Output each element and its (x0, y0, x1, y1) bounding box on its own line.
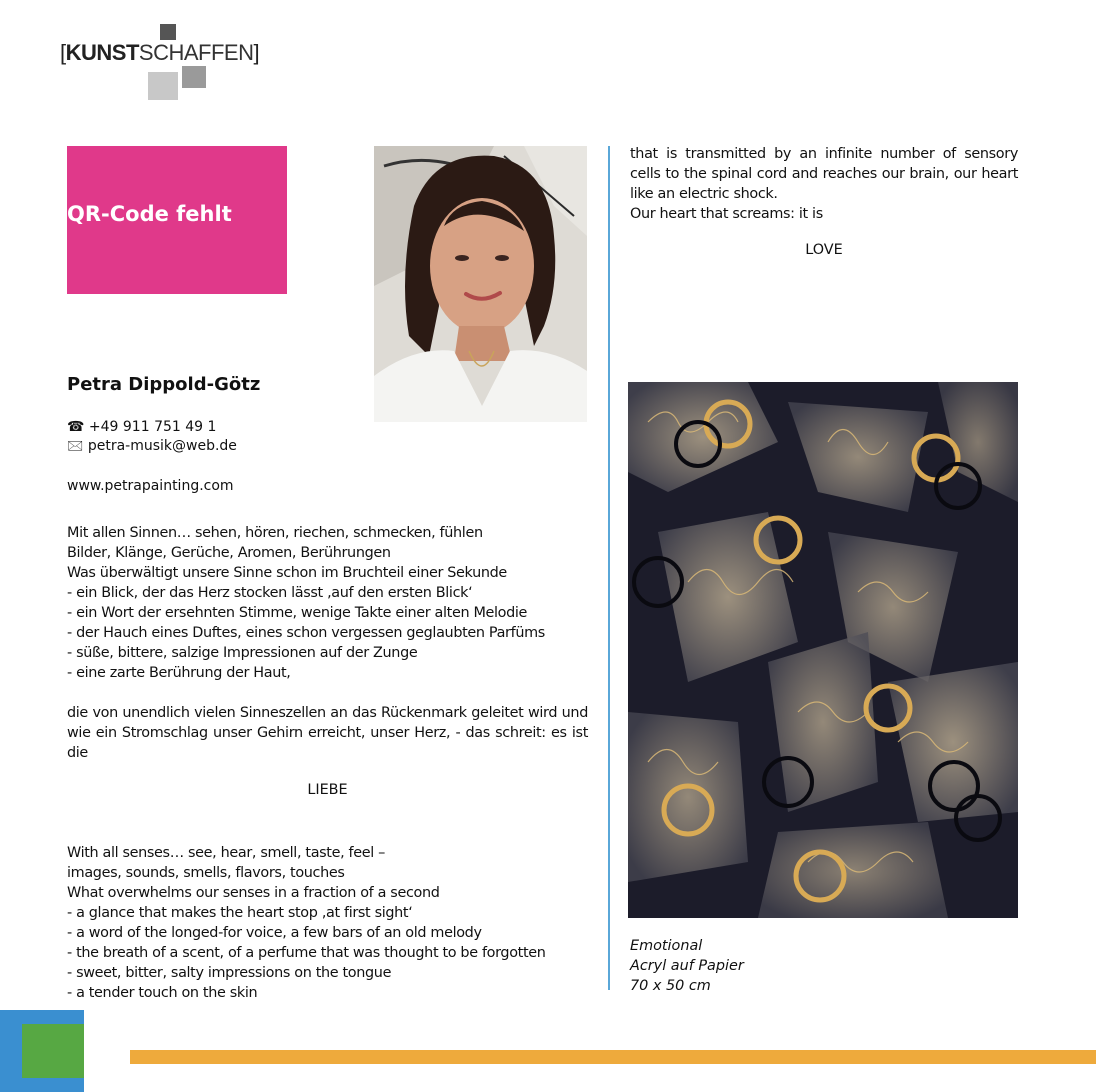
column-divider (608, 146, 610, 990)
website-link[interactable]: www.petrapainting.com (67, 478, 234, 494)
footer-green-square (22, 1024, 84, 1078)
artist-name: Petra Dippold-Götz (67, 374, 261, 395)
logo-square-dark (160, 24, 176, 40)
german-poem-ending: LIEBE (307, 782, 348, 798)
artwork-medium: Acryl auf Papier (630, 958, 744, 974)
logo-square-light (148, 72, 178, 100)
english-poem-continuation-line1: that is transmitted by an infinite number of sensory cells to the spinal cord and reaches our brain, our heart like an electric shock. (630, 146, 1018, 202)
german-poem-continuation: die von unendlich vielen Sinneszellen an das Rückenmark geleitet wird und wie ein Stromschlag unser Gehirn erreicht, unser Herz, - das schreit: es ist die (67, 705, 588, 761)
english-poem-intro: With all senses… see, hear, smell, taste, feel – images, sounds, smells, flavors, touches What overwhelms our senses in a fraction of a second - a glance that makes the heart stop ‚at first sight‘ - a word of the longed-for voice, a few bars of an old melody - the breath of a scent, of a perfume that was thought to be forgotten - sweet, bitter, salty impressions on the tongue - a tender touch on the skin (67, 845, 546, 1001)
phone-line (67, 418, 237, 437)
contact-block (67, 418, 237, 456)
email-line (67, 437, 237, 456)
english-poem-continuation-line2: Our heart that screams: it is (630, 206, 823, 222)
german-poem-intro: Mit allen Sinnen… sehen, hören, riechen, schmecken, fühlen Bilder, Klänge, Gerüche, Aromen, Berührungen Was überwältigt unsere Sinne schon im Bruchteil einer Sekunde - ein Blick, der das Herz stocken lässt ‚auf den ersten Blick‘ - ein Wort der ersehnten Stimme, wenige Takte einer alten Melodie - der Hauch eines Duftes, eines schon vergessen geglaubten Parfüms - süße, bittere, salzige Impressionen auf der Zunge - eine zarte Berührung der Haut, (67, 525, 545, 681)
qr-code-placeholder (67, 146, 287, 294)
artwork-painting (628, 382, 1018, 918)
english-poem-continuation (630, 144, 1018, 224)
artwork-caption (630, 936, 744, 996)
artwork-size: 70 x 50 cm (630, 978, 711, 994)
logo-square-mid (182, 66, 206, 88)
phone-icon: ☎ (67, 419, 85, 435)
kunstschaffen-logo (60, 20, 280, 110)
artist-portrait-photo (374, 146, 587, 422)
phone-number[interactable]: +49 911 751 49 1 (88, 419, 217, 435)
qr-placeholder-label: QR-Code fehlt (67, 202, 232, 226)
email-address[interactable]: petra-musik@web.de (87, 438, 237, 454)
footer-orange-bar (130, 1050, 1096, 1064)
envelope-icon: 🖂 (67, 438, 84, 454)
artwork-title: Emotional (630, 938, 703, 954)
english-poem-ending: LOVE (805, 242, 843, 258)
logo-wordmark: [KUNSTSCHAFFEN] (60, 40, 260, 65)
